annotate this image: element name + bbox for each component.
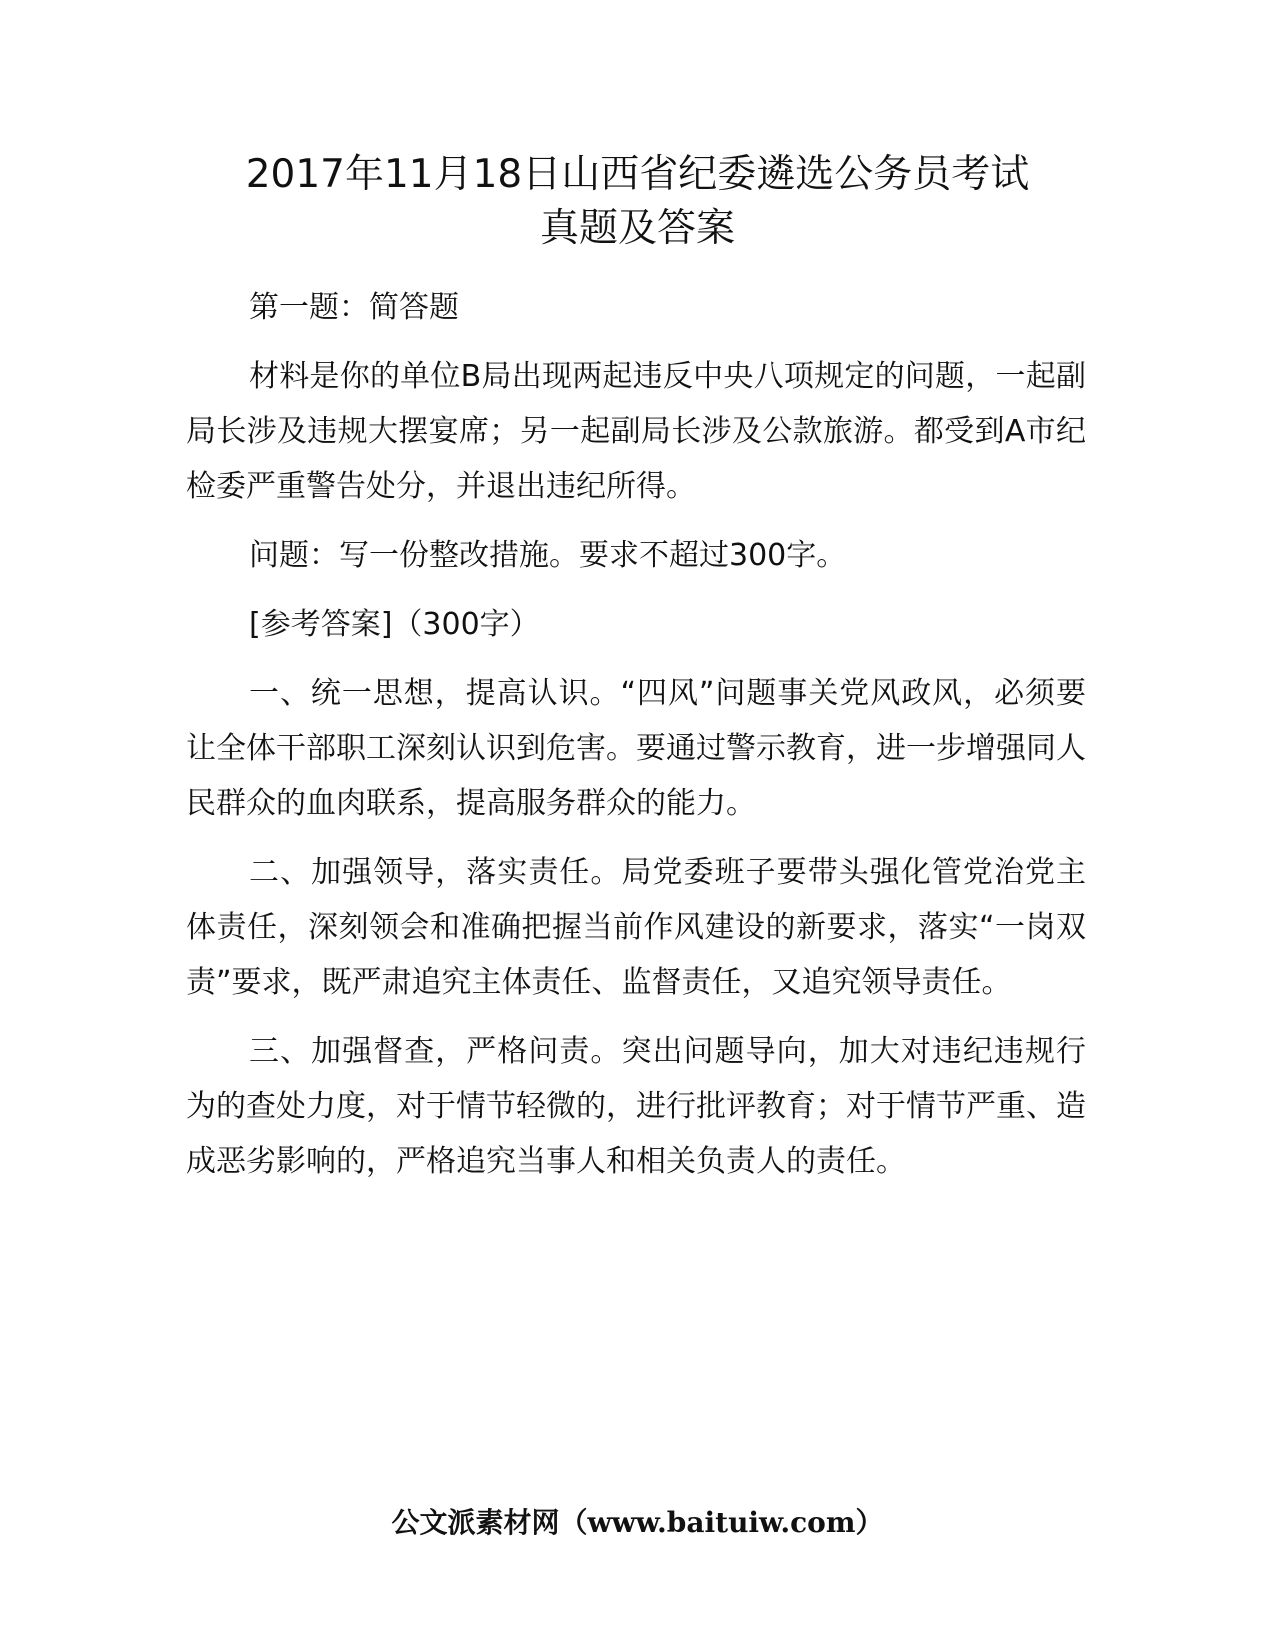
document-title (150, 148, 1125, 256)
answer-heading: [参考答案]（300字） (249, 607, 540, 642)
answer-point-1: 一、统一思想，提高认识。“四风”问题事关党风政风，必须要让全体干部职工深刻认识到危害。要通过警示教育，进一步增强同人民群众的血肉联系，提高服务群众的能力。 (186, 676, 1086, 821)
answer-point-2: 二、加强领导，落实责任。局党委班子要带头强化管党治党主体责任，深刻领会和准确把握当前作风建设的新要求，落实“一岗双责”要求，既严肃追究主体责任、监督责任，又追究领导责任。 (186, 855, 1086, 1000)
document-body (186, 280, 1086, 1203)
material-paragraph: 材料是你的单位B局出现两起违反中央八项规定的问题，一起副局长涉及违规大摆宴席；另一起副局长涉及公款旅游。都受到A市纪检委严重警告处分，并退出违纪所得。 (186, 359, 1086, 504)
question-paragraph: 问题：写一份整改措施。要求不超过300字。 (249, 538, 847, 573)
question-heading: 第一题：简答题 (249, 290, 459, 325)
footer-source: 公文派素材网（www.baituiw.com） (391, 1506, 884, 1539)
answer-point-3: 三、加强督查，严格问责。突出问题导向，加大对违纪违规行为的查处力度，对于情节轻微的，进行批评教育；对于情节严重、造成恶劣影响的，严格追究当事人和相关负责人的责任。 (186, 1034, 1086, 1179)
title-line-2: 真题及答案 (539, 206, 735, 251)
title-line-1: 2017年11月18日山西省纪委遴选公务员考试 (245, 152, 1030, 197)
